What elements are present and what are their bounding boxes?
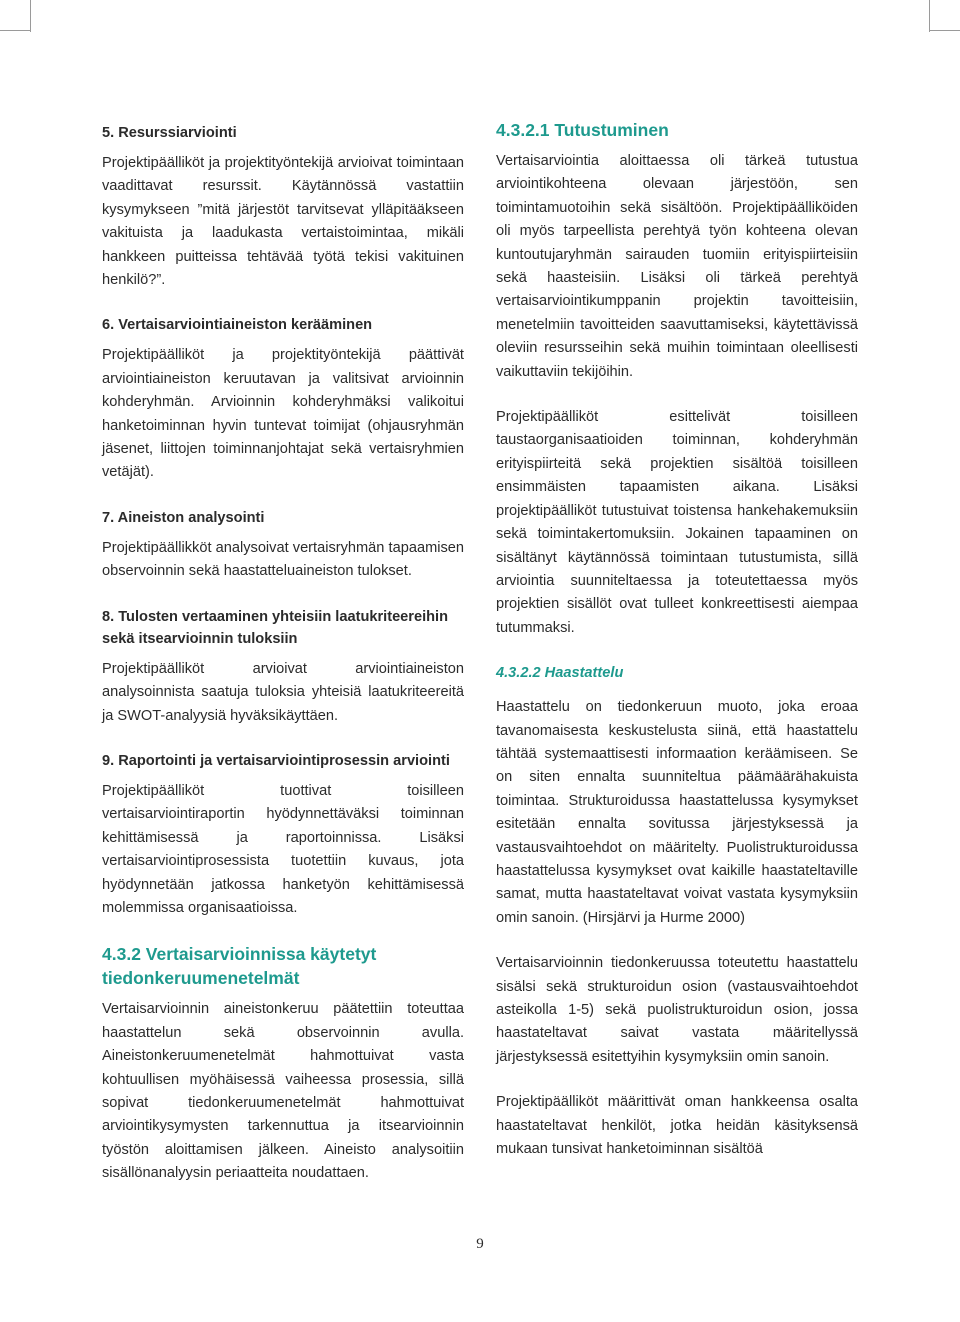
section-4-3-2-1-paragraph-1: Vertaisarviointia aloittaessa oli tärkeä tutustua arviointikohteena olevaan järjestöön, sen toimintamuotoihin sekä sisältöön. Projektipäälliköiden oli myös tarpeellista perehtyä työn kohteena olevan kuntoutujaryhmän sairauden tuomiin erityispiirteisiin sekä haasteisiin. Lisäksi oli tärkeä perehtyä vertaisarviointikumppanin projektin tavoitteisiin, menetelmiin tavoitteiden saavuttamiseksi, käytettävissä oleviin resursseihin sekä muihin toimintaan oleellisesti vaikuttaviin tekijöihin. [496, 153, 858, 380]
section-4-3-2-2-heading: 4.3.2.2 Haastattelu [496, 665, 624, 682]
section-6-paragraph: Projektipäälliköt ja projektityöntekijä päättivät arviointiaineiston keruutavan ja valitsivat arvioinnin kohderyhmän. Arvioinnin kohderyhmäksi valikoitui hanketoiminnan hyvin tuntevat toimijat (ohjausryhmän jäsenet, liittojen toiminnanjohtajat sekä vertaisryhmien vetäjät). [102, 347, 464, 481]
section-8-paragraph: Projektipäälliköt arvioivat arviointiaineiston analysoinnista saatuja tuloksia yhteisiä laatukriteereitä ja SWOT-analyysiä hyväksikäyttäen. [102, 660, 464, 724]
section-4-3-2-paragraph: Vertaisarvioinnin aineistonkeruu päätettiin toteuttaa haastattelun sekä observoinnin avulla. Aineistonkeruumenetelmät hahmottuivat vasta kohtuullisen myöhäisessä vaiheessa prosessia, sillä sopivat tiedonkeruumenetelmät hahmottuivat arviointikysymysten tarkennuttua ja itsearvioinnin työstön aloittamisen jälkeen. Aineisto analysoitiin sisällönanalyysin periaatteita noudattaen. [102, 1001, 464, 1182]
crop-mark-top-right-horizontal [930, 30, 960, 31]
section-5-paragraph: Projektipäälliköt ja projektityöntekijä arvioivat toimintaan vaadittavat resurssit. Käytännössä vastattiin kysymykseen ”mitä järjestöt tarvitsevat ylläpitääkseen vakituista ja laadukasta vertaistoimintaa, mikäli hankkeen puitteissa tehtävää työtä tekisi vakituinen henkilö?”. [102, 155, 464, 289]
section-5-heading: 5. Resurssiarviointi [102, 125, 237, 141]
section-8-heading: 8. Tulosten vertaaminen yhteisiin laatukriteereihin sekä itsearvioinnin tuloksiin [102, 608, 449, 647]
section-9-paragraph: Projektipäälliköt tuottivat toisilleen vertaisarviointiraportin hyödynnettäväksi toiminnan kehittämisessä ja raportoinnissa. Lisäksi vertaisarviointiprosessista tuotettiin kuvaus, jota hyödynnetään jatkossa hanketyön kehittämisessä molemmissa organisaatioissa. [102, 782, 464, 916]
section-7-heading: 7. Aineiston analysointi [102, 509, 265, 526]
section-4-3-2-1-paragraph-2: Projektipäälliköt esittelivät toisilleen taustaorganisaatioiden toiminnan, kohderyhmän erityispiirteitä sekä projektien sisältöä toisilleen ensimmäisten tapaamisten aikana. Lisäksi projektipäälliköt tutustuivat toistensa hankehakemuksiin sekä toimintakertomuksiin. Jokainen tapaaminen on sisältänyt käytännössä toimintaan tutustumista, sillä arviointia suunniteltaessa ja toteutettaessa myös projektien sisällöt ovat tulleet konkreettisesti aiempaa tutummaksi. [496, 409, 858, 636]
section-4-3-2-2-paragraph-3: Projektipäälliköt määrittivät oman hankkeensa osalta haastateltavat henkilöt, jotka heidän käsityksensä mukaan tunsivat hanketoiminnan sisältöä [496, 1094, 858, 1158]
left-column [102, 118, 464, 1208]
right-column [496, 118, 858, 1183]
crop-mark-top-right-vertical [929, 0, 930, 32]
page-number: 9 [476, 1236, 484, 1252]
section-4-3-2-2-paragraph-2: Vertaisarvioinnin tiedonkeruussa toteutettu haastattelu sisälsi sekä strukturoidun osion (vastausvaihtoehdot asteikolla 1-5) sekä puolistrukturoidun osion, jossa haastateltavat saivat vastata määritellyssä järjestyksessä esitettyihin kysymyksiin omin sanoin. [496, 955, 858, 1065]
section-4-3-2-2-paragraph-1: Haastattelu on tiedonkeruun muoto, joka eroaa tavanomaisesta keskustelusta siinä, että haastattelu tähtää systemaattisesti informaation keräämiseen. Se on siten ennalta suunniteltua päämäärähakuista toimintaa. Strukturoidussa haastattelussa kysymykset esitetään ennalta sovitussa järjestyksessä ja vastausvaihtoehdot on määritelty. Puolistrukturoidussa haastattelussa kysymykset ovat kaikille haastateltaville samat, mutta haastateltavat voivat vastata kysymyksiin omin sanoin. (Hirsjärvi ja Hurme 2000) [496, 699, 858, 926]
section-9-heading: 9. Raportointi ja vertaisarviointiprosessin arviointi [102, 752, 450, 769]
crop-mark-top-left-horizontal [0, 30, 30, 31]
section-6-heading: 6. Vertaisarviointiaineiston kerääminen [102, 317, 373, 334]
crop-mark-top-left-vertical [30, 0, 31, 32]
section-7-paragraph: Projektipäällikköt analysoivat vertaisryhmän tapaamisen observoinnin sekä haastatteluaineiston tulokset. [102, 539, 464, 580]
section-4-3-2-heading: 4.3.2 Vertaisarvioinnissa käytetyt tiedonkeruumenetelmät [102, 944, 377, 989]
section-4-3-2-1-heading: 4.3.2.1 Tutustuminen [496, 120, 669, 140]
